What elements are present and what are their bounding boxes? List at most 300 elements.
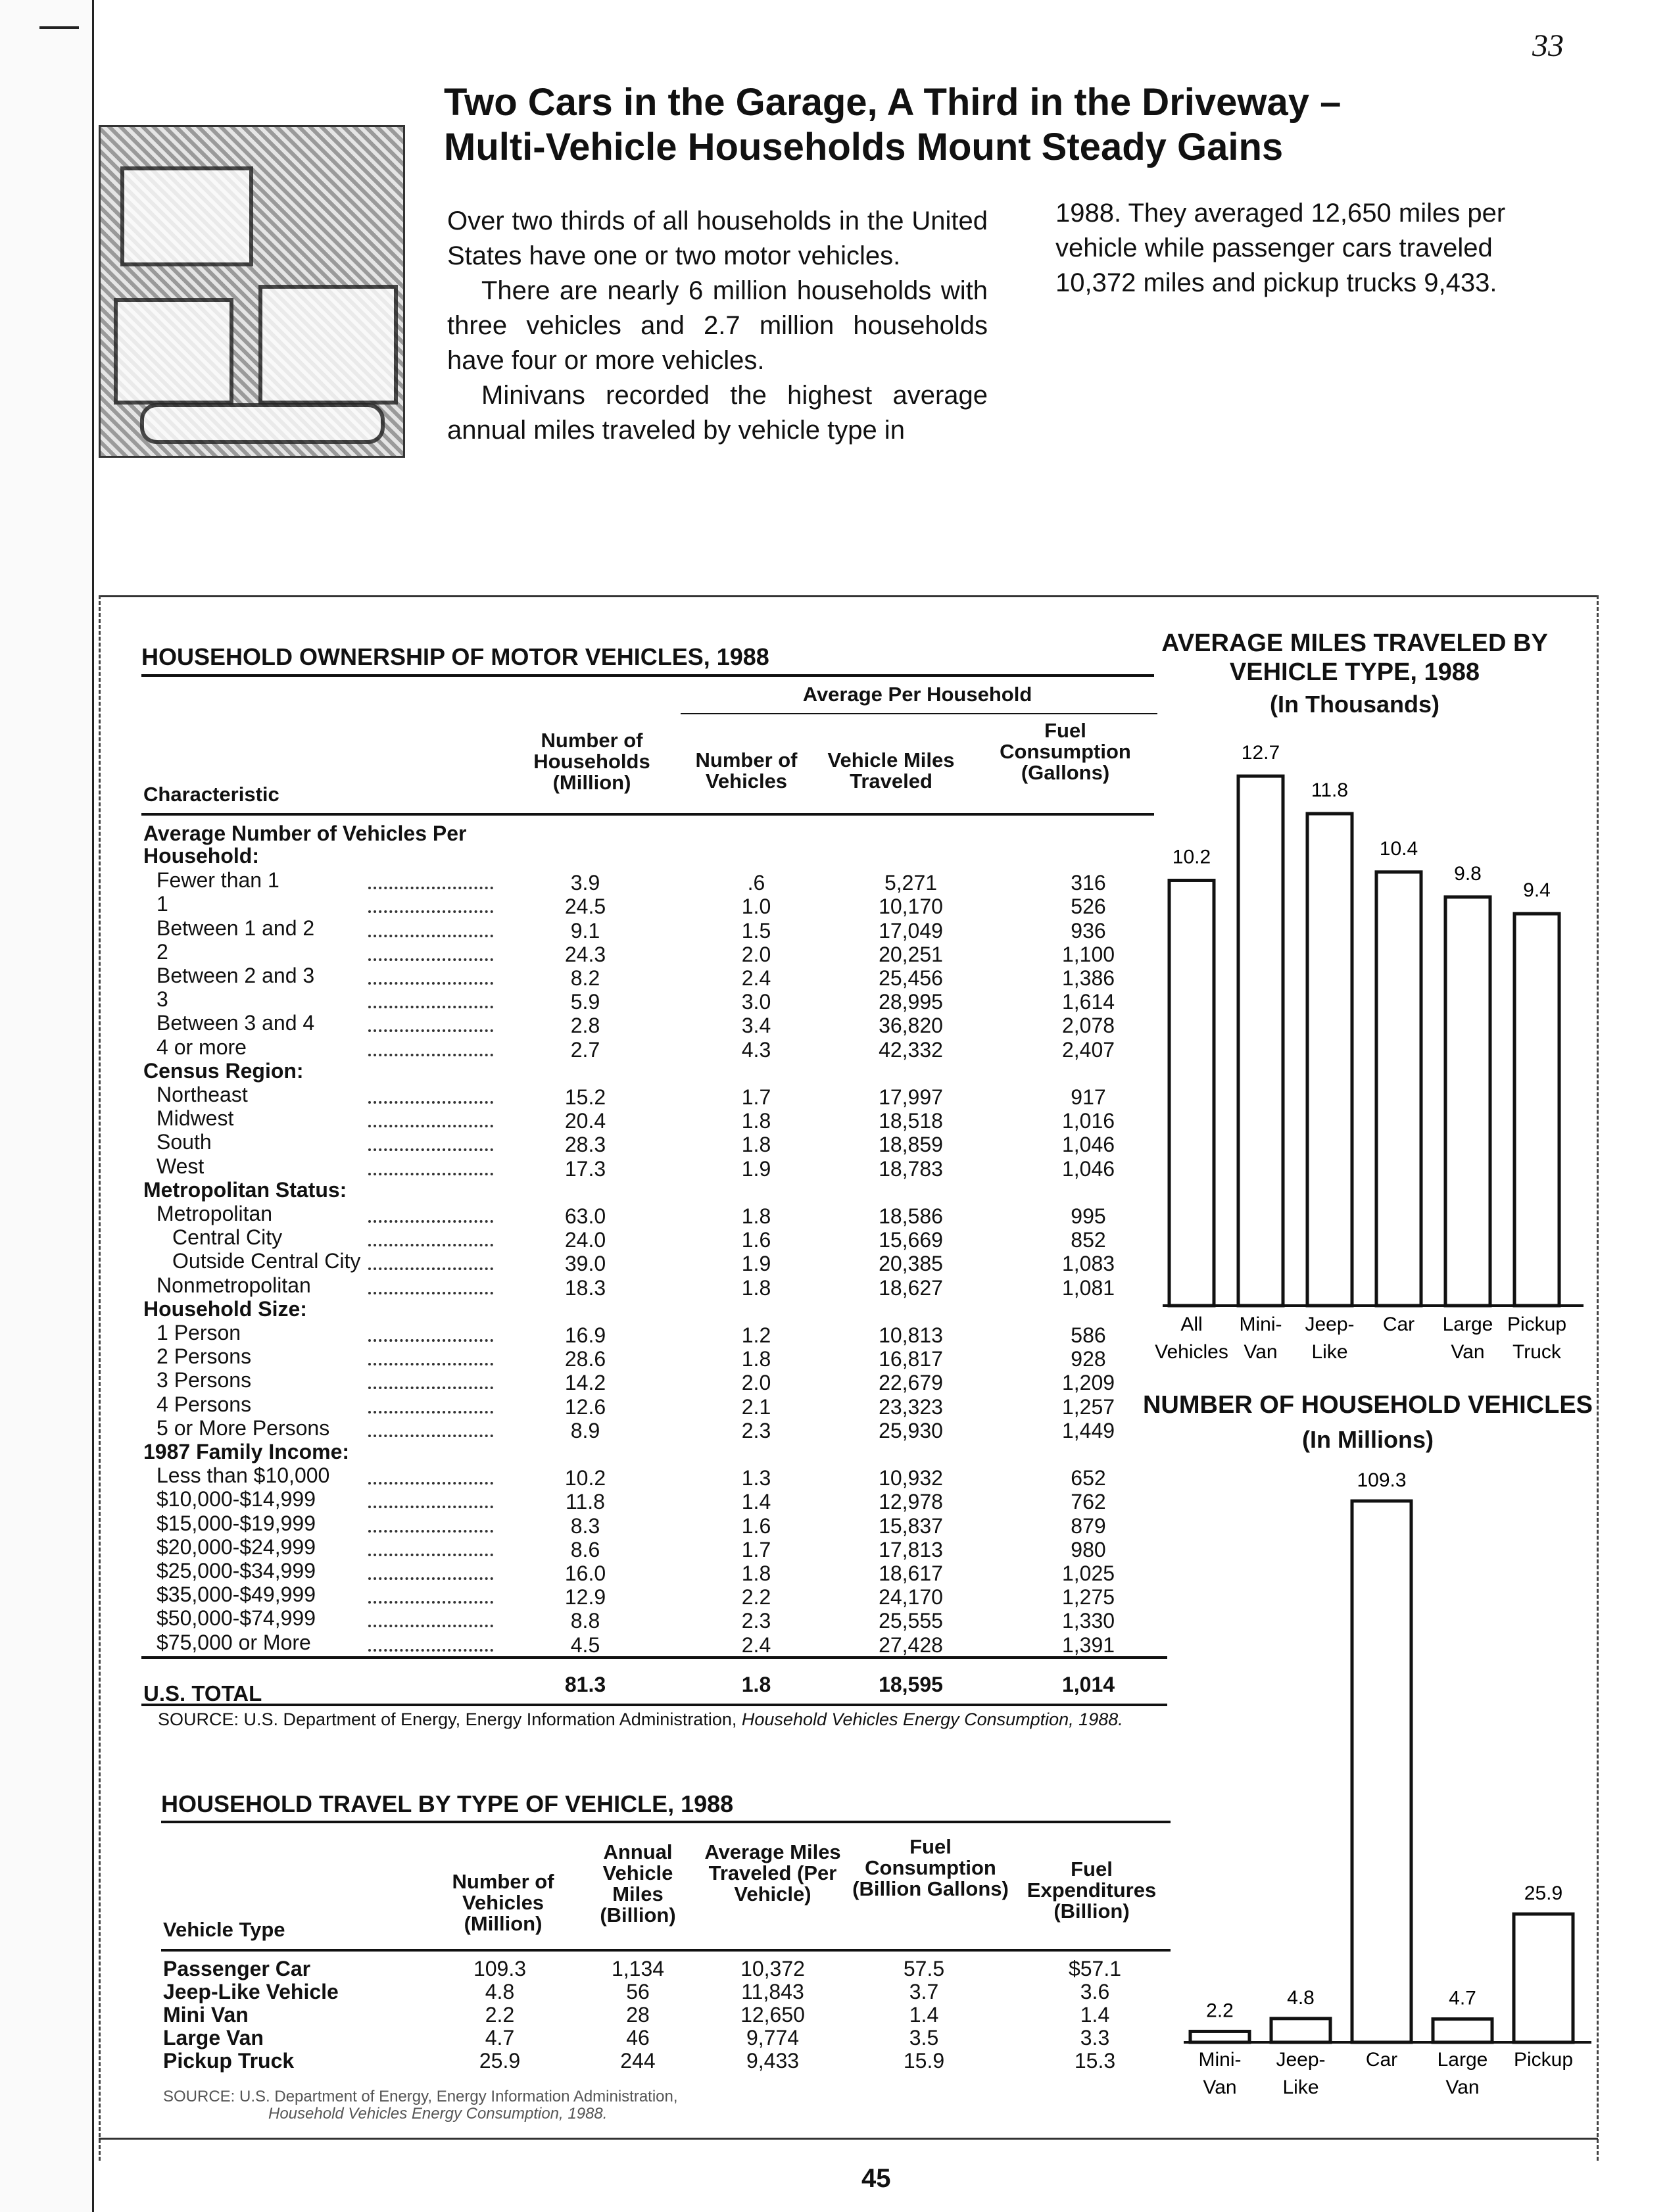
table1-row-label: $75,000 or More bbox=[157, 1630, 311, 1654]
table1-cell-veh: 2.2 bbox=[741, 1585, 771, 1610]
t2-col-exp: Fuel Expenditures (Billion) bbox=[1027, 1857, 1157, 1923]
group-header-rule bbox=[681, 713, 1157, 714]
table1-cell-hh: 16.9 bbox=[564, 1323, 606, 1347]
chart-bar bbox=[1271, 2019, 1330, 2042]
corner-page-number: 33 bbox=[1532, 28, 1564, 63]
leader-dots bbox=[368, 932, 493, 937]
leader-dots bbox=[368, 1217, 493, 1223]
table2-source bbox=[163, 2088, 678, 2123]
table1-cell-miles: 17,997 bbox=[879, 1085, 943, 1109]
table1-row-label: $50,000-$74,999 bbox=[157, 1606, 316, 1631]
table1-cell-miles: 36,820 bbox=[879, 1014, 943, 1038]
table1-row-label: Central City bbox=[172, 1225, 283, 1250]
table1-row-label: $25,000-$34,999 bbox=[157, 1559, 316, 1583]
table2-cell-number: 25.9 bbox=[479, 2049, 521, 2073]
leader-dots bbox=[368, 1551, 493, 1556]
table1-cell-veh: 1.6 bbox=[741, 1228, 771, 1252]
article-paragraph-3-continued: 1988. They averaged 12,650 miles per vehicle while passenger cars traveled 10,372 miles and pickup trucks 9,433. bbox=[1055, 199, 1506, 297]
table1-header-rule bbox=[141, 813, 1154, 816]
leader-dots bbox=[368, 1241, 493, 1246]
table2-cell-fuel: 3.5 bbox=[909, 2026, 939, 2050]
table1-cell-miles: 20,385 bbox=[879, 1252, 943, 1276]
table1-cell-hh: 8.2 bbox=[570, 966, 600, 990]
table1-cell-miles: 10,813 bbox=[879, 1323, 943, 1347]
table1-cell-veh: 1.5 bbox=[741, 918, 771, 943]
leader-dots bbox=[368, 1408, 493, 1413]
figure-frame-bottom bbox=[99, 2138, 1598, 2140]
table1-row-label: 1 Person bbox=[157, 1321, 241, 1344]
chart-category-label: Pickup bbox=[1513, 2049, 1574, 2071]
chart-category-label: Jeep-Like bbox=[1305, 1314, 1355, 1363]
table1-row-label: 4 or more bbox=[157, 1035, 247, 1059]
table1-cell-miles: 20,251 bbox=[879, 942, 943, 966]
table1-cell-hh: 18.3 bbox=[564, 1275, 606, 1300]
leader-dots bbox=[368, 1360, 493, 1365]
chart2-title: NUMBER OF HOUSEHOLD VEHICLES bbox=[1142, 1391, 1593, 1419]
chart1-subtitle: (In Thousands) bbox=[1270, 691, 1439, 718]
leader-dots bbox=[368, 1003, 493, 1008]
table2-cell-annual: 244 bbox=[620, 2049, 656, 2073]
table1-section-title: Metropolitan Status: bbox=[143, 1177, 347, 1202]
table2-cell-exp: 3.3 bbox=[1080, 2026, 1110, 2050]
table1-cell-miles: 18,627 bbox=[879, 1275, 943, 1300]
table1-cell-miles: 27,428 bbox=[879, 1633, 943, 1657]
truck-illustration bbox=[258, 285, 398, 405]
table1-cell-fuel: 1,081 bbox=[1061, 1275, 1115, 1300]
vehicles-illustration bbox=[99, 125, 405, 458]
table1-cell-fuel: 652 bbox=[1071, 1466, 1106, 1490]
leader-dots bbox=[368, 1170, 493, 1175]
table1-cell-hh: 3.9 bbox=[570, 871, 600, 895]
leader-dots bbox=[368, 1051, 493, 1056]
table1-cell-miles: 25,555 bbox=[879, 1609, 943, 1633]
table1-cell-fuel: 2,407 bbox=[1061, 1037, 1115, 1062]
table1-cell-veh: 1.3 bbox=[741, 1466, 771, 1490]
table1-cell-veh: .6 bbox=[747, 871, 765, 895]
table1-cell-fuel: 1,209 bbox=[1061, 1371, 1115, 1395]
chart-bar bbox=[1169, 880, 1214, 1306]
table1-cell-miles: 23,323 bbox=[879, 1394, 943, 1419]
col-vehicles: Number of Vehicles bbox=[695, 749, 798, 793]
table2-cell-avg: 12,650 bbox=[740, 2003, 805, 2027]
t2-col-avg: Average Miles Traveled (Per Vehicle) bbox=[704, 1840, 841, 1905]
table1-cell-fuel: 1,025 bbox=[1061, 1561, 1115, 1585]
figure-frame-left bbox=[99, 595, 101, 2161]
table1-cell-hh: 24.5 bbox=[564, 895, 606, 919]
table1-top-rule bbox=[141, 674, 1154, 677]
table1-cell-hh: 2.7 bbox=[570, 1037, 600, 1062]
article-paragraph-2: There are nearly 6 million households with three vehicles and 2.7 million households have four or more vehicles. bbox=[447, 276, 988, 375]
table1-cell-miles: 17,813 bbox=[879, 1537, 943, 1561]
table2-cell-fuel: 1.4 bbox=[909, 2003, 939, 2027]
table1-cell-veh: 1.0 bbox=[741, 895, 771, 919]
chart-value-label: 10.4 bbox=[1379, 837, 1418, 860]
table1-row-label: $10,000-$14,999 bbox=[157, 1487, 316, 1512]
article-column-1 bbox=[447, 204, 988, 448]
table1-row-label: West bbox=[157, 1154, 205, 1178]
source-title: Household Vehicles Energy Consumption, 1988. bbox=[741, 1709, 1123, 1729]
table2-cell-number: 4.7 bbox=[485, 2026, 515, 2050]
table1-cell-hh: 10.2 bbox=[564, 1466, 606, 1490]
table2-cell-exp: $57.1 bbox=[1068, 1957, 1122, 1980]
table1-row-label: Between 1 and 2 bbox=[157, 916, 315, 940]
table1-cell-hh: 16.0 bbox=[564, 1561, 606, 1585]
col-characteristic: Characteristic bbox=[143, 783, 279, 806]
wheels-illustration bbox=[140, 403, 385, 444]
binding-mark bbox=[39, 26, 79, 42]
leader-dots bbox=[368, 1598, 493, 1604]
table1-cell-fuel: 980 bbox=[1071, 1537, 1106, 1561]
table2-top-rule bbox=[161, 1821, 1171, 1823]
table1-cell-miles: 17,049 bbox=[879, 918, 943, 943]
chart1-title: AVERAGE MILES TRAVELED BY VEHICLE TYPE, 1988 bbox=[1161, 629, 1548, 686]
table1-cell-fuel: 1,100 bbox=[1061, 942, 1115, 966]
chart-value-label: 10.2 bbox=[1172, 846, 1211, 868]
table1-cell-hh: 28.3 bbox=[564, 1133, 606, 1157]
table1-section-title: Census Region: bbox=[143, 1058, 304, 1083]
table1-cell-fuel: 316 bbox=[1071, 871, 1106, 895]
table2-row-label: Jeep-Like Vehicle bbox=[163, 1980, 339, 2003]
table1-cell-veh: 3.4 bbox=[741, 1014, 771, 1038]
col-households: Number of Households (Million) bbox=[533, 729, 650, 794]
chart-value-label: 11.8 bbox=[1311, 779, 1349, 802]
chart-bar bbox=[1307, 814, 1352, 1306]
chart-category-label: Pickup Truck bbox=[1507, 1314, 1567, 1363]
t2-source-title: Household Vehicles Energy Consumption, 1988. bbox=[268, 2105, 608, 2123]
table1-cell-miles: 18,783 bbox=[879, 1156, 943, 1181]
table2-title: HOUSEHOLD TRAVEL BY TYPE OF VEHICLE, 1988 bbox=[161, 1790, 734, 1817]
table1-cell-hh: 2.8 bbox=[570, 1014, 600, 1038]
table1-cell-fuel: 1,016 bbox=[1061, 1109, 1115, 1133]
chart-category-label: Mini-Van bbox=[1239, 1314, 1282, 1363]
chart-category-label: Large Van bbox=[1437, 2049, 1488, 2098]
table1-row-label: $15,000-$19,999 bbox=[157, 1511, 316, 1535]
table1-cell-miles: 5,271 bbox=[884, 871, 938, 895]
table1-cell-veh: 2.3 bbox=[741, 1609, 771, 1633]
chart-bar bbox=[1433, 2019, 1492, 2042]
table1-cell-hh: 8.9 bbox=[570, 1418, 600, 1442]
table1-cell-fuel: 1,046 bbox=[1061, 1133, 1115, 1157]
table1-cell-veh: 1.8 bbox=[741, 1204, 771, 1228]
table1-cell-miles: 18,518 bbox=[879, 1109, 943, 1133]
table2-row-label: Large Van bbox=[163, 2026, 264, 2050]
table1-cell-veh: 1.8 bbox=[741, 1109, 771, 1133]
table1-section-title: 1987 Family Income: bbox=[143, 1440, 350, 1463]
table1-cell-miles: 25,456 bbox=[879, 966, 943, 990]
chart-value-label: 4.8 bbox=[1287, 1986, 1315, 2009]
table1-section-title: Average Number of Vehicles Per Household: bbox=[143, 822, 467, 868]
chart-value-label: 109.3 bbox=[1357, 1469, 1407, 1491]
table1-cell-veh: 3.0 bbox=[741, 990, 771, 1014]
chart-value-label: 9.8 bbox=[1454, 862, 1482, 885]
table1-row-label: $35,000-$49,999 bbox=[157, 1583, 316, 1607]
table1-bottom-rule bbox=[141, 1704, 1167, 1706]
chart-bar bbox=[1514, 914, 1559, 1306]
col-miles: Vehicle Miles Traveled bbox=[827, 749, 955, 793]
leader-dots bbox=[368, 1265, 493, 1270]
table1-cell-fuel: 1,391 bbox=[1061, 1633, 1115, 1657]
table2-cell-avg: 9,774 bbox=[746, 2026, 800, 2050]
chart-bar bbox=[1514, 1914, 1573, 2042]
leader-dots bbox=[368, 1575, 493, 1580]
table1-cell-veh: 1.7 bbox=[741, 1085, 771, 1109]
table1-cell-fuel: 1,449 bbox=[1061, 1418, 1115, 1442]
table1-cell-veh: 2.0 bbox=[741, 942, 771, 966]
table2-cell-fuel: 3.7 bbox=[909, 1980, 939, 2003]
table1-cell-miles: 28,995 bbox=[879, 990, 943, 1014]
table2-cell-number: 4.8 bbox=[485, 1980, 515, 2003]
leader-dots bbox=[368, 1622, 493, 1627]
table1-cell-miles: 18,586 bbox=[879, 1204, 943, 1228]
table2-cell-avg: 11,843 bbox=[741, 1980, 804, 2003]
table1-cell-fuel: 936 bbox=[1071, 918, 1106, 943]
chart-bar bbox=[1376, 872, 1421, 1306]
table1-cell-fuel: 2,078 bbox=[1061, 1014, 1115, 1038]
chart-bar bbox=[1238, 776, 1283, 1306]
t2-col-type: Vehicle Type bbox=[163, 1918, 285, 1941]
article-paragraph-3: Minivans recorded the highest average annual miles traveled by vehicle type in bbox=[447, 381, 988, 445]
table1-row-label: Metropolitan bbox=[157, 1202, 273, 1225]
chart-value-label: 9.4 bbox=[1523, 879, 1551, 902]
table1-total-rule bbox=[141, 1656, 1167, 1659]
table1-cell-veh: 1.4 bbox=[741, 1490, 771, 1514]
table1-cell-veh: 2.0 bbox=[741, 1371, 771, 1395]
total-label: U.S. TOTAL bbox=[143, 1681, 262, 1706]
table1-row-label: 5 or More Persons bbox=[157, 1415, 330, 1440]
table1-row-label: Midwest bbox=[157, 1106, 234, 1131]
table1-cell-hh: 14.2 bbox=[564, 1371, 606, 1395]
table1-cell-miles: 10,170 bbox=[879, 895, 943, 919]
table2-cell-fuel: 57.5 bbox=[903, 1957, 945, 1980]
table1-row-label: Fewer than 1 bbox=[157, 868, 279, 893]
table1-cell-miles: 18,859 bbox=[879, 1133, 943, 1157]
table1-row-label: 2 bbox=[157, 939, 168, 964]
car-front-illustration bbox=[120, 166, 253, 266]
table1-cell-hh: 5.9 bbox=[570, 990, 600, 1014]
van-illustration bbox=[114, 298, 233, 405]
headline-line-1: Two Cars in the Garage, A Third in the Driveway – bbox=[444, 81, 1342, 124]
leader-dots bbox=[368, 1646, 493, 1652]
table1-cell-hh: 24.0 bbox=[564, 1228, 606, 1252]
leader-dots bbox=[368, 1122, 493, 1127]
table2-cell-annual: 1,134 bbox=[611, 1957, 665, 1980]
table1-cell-miles: 15,669 bbox=[879, 1228, 943, 1252]
table1-cell-fuel: 852 bbox=[1071, 1228, 1106, 1252]
table1-cell-hh: 12.6 bbox=[564, 1394, 606, 1419]
table2-cell-annual: 28 bbox=[626, 2003, 650, 2027]
table2-cell-exp: 15.3 bbox=[1074, 2049, 1116, 2073]
chart-bar bbox=[1352, 1501, 1411, 2042]
table1-cell-veh: 2.4 bbox=[741, 1633, 771, 1657]
table1-cell-veh: 1.2 bbox=[741, 1323, 771, 1347]
leader-dots bbox=[368, 979, 493, 985]
table1-cell-hh: 4.5 bbox=[570, 1633, 600, 1657]
leader-dots bbox=[368, 1027, 493, 1032]
table2-cell-exp: 1.4 bbox=[1080, 2003, 1110, 2027]
table1-cell-fuel: 1,046 bbox=[1061, 1156, 1115, 1181]
table1-cell-fuel: 917 bbox=[1071, 1085, 1106, 1109]
leader-dots bbox=[368, 1432, 493, 1437]
table2-cell-annual: 46 bbox=[626, 2026, 650, 2050]
leader-dots bbox=[368, 956, 493, 961]
table1-cell-miles: 18,617 bbox=[879, 1561, 943, 1585]
article-column-2 bbox=[1055, 196, 1555, 301]
table1-row-label: 3 Persons bbox=[157, 1368, 252, 1392]
table1-cell-veh: 1.8 bbox=[741, 1561, 771, 1585]
table1-row-label: 4 Persons bbox=[157, 1392, 252, 1416]
chart-category-label: Car bbox=[1365, 2049, 1398, 2071]
table1-title: HOUSEHOLD OWNERSHIP OF MOTOR VEHICLES, 1988 bbox=[141, 643, 769, 670]
table1-cell-miles: 42,332 bbox=[879, 1037, 943, 1062]
table1-cell-fuel: 928 bbox=[1071, 1347, 1106, 1371]
table1-cell-fuel: 995 bbox=[1071, 1204, 1106, 1228]
table2-row-label: Mini Van bbox=[163, 2003, 249, 2027]
table1-cell-fuel: 1,257 bbox=[1061, 1394, 1115, 1419]
chart-value-label: 2.2 bbox=[1206, 2000, 1234, 2022]
figure-frame-top bbox=[99, 595, 1598, 597]
chart-bar bbox=[1445, 897, 1490, 1306]
table2-cell-fuel: 15.9 bbox=[903, 2049, 945, 2073]
table1-cell-hh: 17.3 bbox=[564, 1156, 606, 1181]
page-binding-edge bbox=[0, 0, 94, 2212]
table1-cell-fuel: 1,330 bbox=[1061, 1609, 1115, 1633]
table1-cell-miles: 16,817 bbox=[879, 1347, 943, 1371]
leader-dots bbox=[368, 1098, 493, 1104]
chart-bar bbox=[1190, 2031, 1249, 2042]
t2-col-number: Number of Vehicles (Million) bbox=[452, 1870, 554, 1935]
table1-cell-fuel: 1,275 bbox=[1061, 1585, 1115, 1610]
leader-dots bbox=[368, 1503, 493, 1508]
table2-cell-number: 2.2 bbox=[485, 2003, 515, 2027]
table1-cell-fuel: 879 bbox=[1071, 1513, 1106, 1538]
leader-dots bbox=[368, 1146, 493, 1151]
table1-cell-veh: 2.1 bbox=[741, 1394, 771, 1419]
chart-category-label: Large Van bbox=[1442, 1314, 1493, 1363]
leader-dots bbox=[368, 1289, 493, 1294]
t2-source-line: SOURCE: U.S. Department of Energy, Energy Information Administration, bbox=[163, 2088, 678, 2105]
table2-cell-exp: 3.6 bbox=[1080, 1980, 1110, 2003]
table1-row-label: 3 bbox=[157, 987, 168, 1012]
table1-row-label: Northeast bbox=[157, 1083, 248, 1106]
article-headline bbox=[444, 80, 1430, 170]
table1-cell-hh: 8.6 bbox=[570, 1537, 600, 1561]
table1-cell-fuel: 526 bbox=[1071, 895, 1106, 919]
chart2-household-vehicles bbox=[1157, 1460, 1591, 2111]
table1-cell-fuel: 1,386 bbox=[1061, 966, 1115, 990]
table2-cell-avg: 10,372 bbox=[740, 1957, 805, 1980]
leader-dots bbox=[368, 884, 493, 889]
table1-cell-miles: 15,837 bbox=[879, 1513, 943, 1538]
table1-cell-veh: 1.9 bbox=[741, 1156, 771, 1181]
table1-cell-hh: 20.4 bbox=[564, 1109, 606, 1133]
total-fuel: 1,014 bbox=[1061, 1673, 1115, 1696]
table1-cell-veh: 1.6 bbox=[741, 1513, 771, 1538]
table1-row-label: Less than $10,000 bbox=[157, 1463, 330, 1488]
table1-cell-miles: 10,932 bbox=[879, 1466, 943, 1490]
t2-col-fuel: Fuel Consumption (Billion Gallons) bbox=[852, 1835, 1009, 1900]
leader-dots bbox=[368, 1384, 493, 1389]
chart-category-label: All Vehicles bbox=[1155, 1314, 1228, 1363]
table1-cell-veh: 1.8 bbox=[741, 1275, 771, 1300]
table1-cell-miles: 24,170 bbox=[879, 1585, 943, 1610]
table1-source bbox=[158, 1709, 1157, 1730]
table1-cell-miles: 25,930 bbox=[879, 1418, 943, 1442]
chart1-avg-miles bbox=[1151, 737, 1598, 1375]
table1-cell-veh: 1.8 bbox=[741, 1133, 771, 1157]
table1-cell-veh: 2.3 bbox=[741, 1418, 771, 1442]
table1-cell-veh: 1.8 bbox=[741, 1347, 771, 1371]
headline-line-2: Multi-Vehicle Households Mount Steady Gains bbox=[444, 126, 1284, 168]
table1-row-label: $20,000-$24,999 bbox=[157, 1535, 316, 1559]
table1-cell-miles: 12,978 bbox=[879, 1490, 943, 1514]
chart-value-label: 12.7 bbox=[1241, 742, 1280, 764]
table1-row-label: 2 Persons bbox=[157, 1344, 252, 1369]
leader-dots bbox=[368, 1527, 493, 1533]
table1-cell-veh: 2.4 bbox=[741, 966, 771, 990]
table1-cell-hh: 24.3 bbox=[564, 942, 606, 966]
chart-category-label: Mini-Van bbox=[1198, 2049, 1242, 2098]
table1-cell-fuel: 1,083 bbox=[1061, 1252, 1115, 1276]
table1-row-label: Between 3 and 4 bbox=[157, 1011, 315, 1035]
table1-cell-hh: 9.1 bbox=[570, 918, 600, 943]
total-vehicles: 1.8 bbox=[741, 1673, 771, 1696]
table1-cell-hh: 11.8 bbox=[566, 1490, 605, 1514]
table1-cell-hh: 8.3 bbox=[570, 1513, 600, 1538]
table1-cell-veh: 4.3 bbox=[741, 1037, 771, 1062]
table1-row-label: Between 2 and 3 bbox=[157, 964, 315, 987]
chart2-subtitle: (In Millions) bbox=[1302, 1426, 1434, 1453]
leader-dots bbox=[368, 1479, 493, 1485]
table1-cell-hh: 39.0 bbox=[564, 1252, 606, 1276]
table1-row-label: South bbox=[157, 1130, 212, 1154]
col-fuel: Fuel Consumption (Gallons) bbox=[1000, 719, 1131, 784]
t2-col-annual: Annual Vehicle Miles (Billion) bbox=[600, 1840, 676, 1927]
table2-row-label: Pickup Truck bbox=[163, 2049, 295, 2073]
table1-cell-fuel: 1,614 bbox=[1061, 990, 1115, 1014]
table1-cell-fuel: 586 bbox=[1071, 1323, 1106, 1347]
table1-cell-hh: 63.0 bbox=[564, 1204, 606, 1228]
table1-cell-hh: 8.8 bbox=[570, 1609, 600, 1633]
page-number: 45 bbox=[861, 2164, 891, 2193]
table1-section-title: Household Size: bbox=[143, 1296, 307, 1321]
total-households: 81.3 bbox=[564, 1673, 606, 1696]
table2-cell-number: 109.3 bbox=[473, 1957, 527, 1980]
chart-category-label: Jeep-Like bbox=[1276, 2049, 1326, 2098]
chart-value-label: 4.7 bbox=[1449, 1987, 1476, 2009]
table1-cell-veh: 1.7 bbox=[741, 1537, 771, 1561]
leader-dots bbox=[368, 1337, 493, 1342]
leader-dots bbox=[368, 908, 493, 913]
table2-cell-annual: 56 bbox=[626, 1980, 650, 2003]
table2-header-rule bbox=[161, 1949, 1171, 1952]
table1-cell-hh: 28.6 bbox=[564, 1347, 606, 1371]
table1-group-header: Average Per Household bbox=[802, 683, 1032, 706]
table2-cell-avg: 9,433 bbox=[746, 2049, 800, 2073]
table1-cell-fuel: 762 bbox=[1071, 1490, 1106, 1514]
table1-cell-miles: 22,679 bbox=[879, 1371, 943, 1395]
table1-row-label: Outside Central City bbox=[172, 1249, 361, 1273]
table1-cell-veh: 1.9 bbox=[741, 1252, 771, 1276]
source-prefix: SOURCE: U.S. Department of Energy, Energy Information Administration, bbox=[158, 1709, 737, 1729]
table1-cell-hh: 15.2 bbox=[564, 1085, 606, 1109]
table1-cell-hh: 12.9 bbox=[564, 1585, 606, 1610]
table1-row-label: 1 bbox=[157, 892, 168, 916]
table2-row-label: Passenger Car bbox=[163, 1957, 311, 1980]
article-paragraph-1: Over two thirds of all households in the United States have one or two motor vehicles. bbox=[447, 207, 988, 270]
chart-value-label: 25.9 bbox=[1524, 1882, 1563, 1904]
total-miles: 18,595 bbox=[879, 1673, 943, 1696]
chart-category-label: Car bbox=[1382, 1314, 1415, 1335]
